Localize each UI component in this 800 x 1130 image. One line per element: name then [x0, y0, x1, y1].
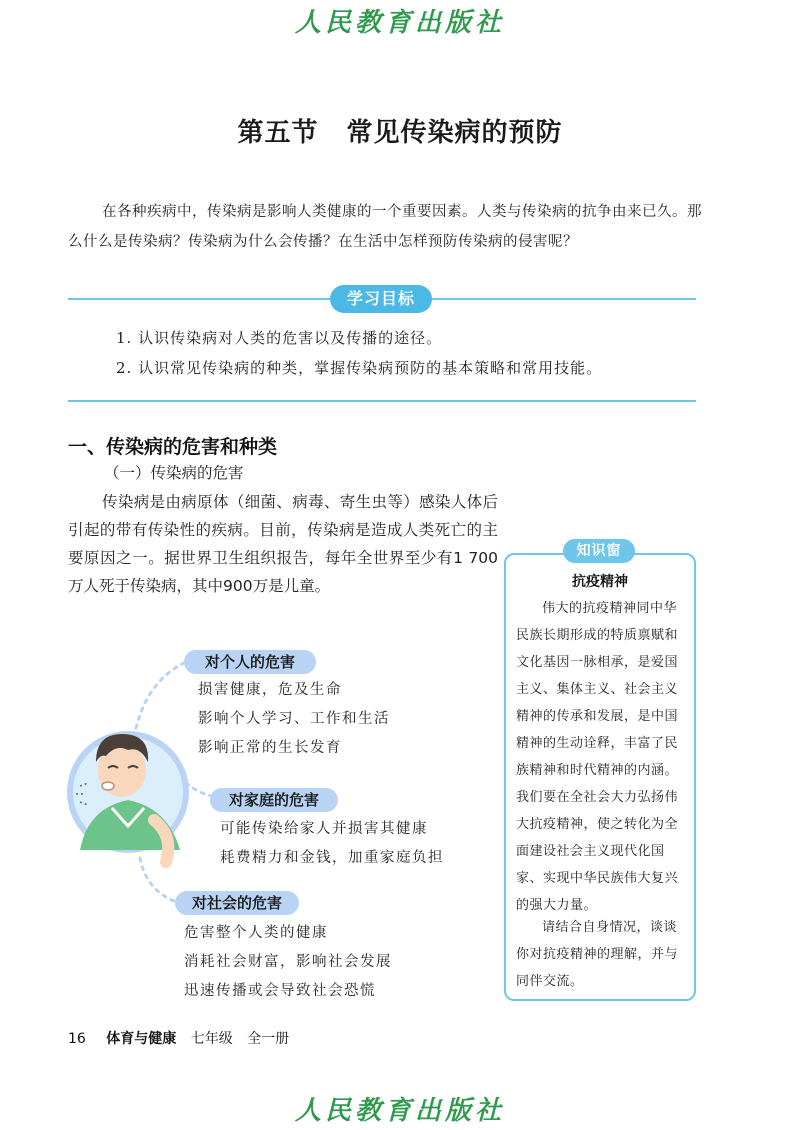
list-item: 危害整个人类的健康 — [184, 925, 328, 941]
list-item: 迅速传播或会导致社会恐慌 — [184, 983, 376, 999]
page-footer — [68, 1028, 289, 1048]
harm-individual-badge: 对个人的危害 — [184, 650, 316, 674]
learning-goals-badge: 学习目标 — [330, 285, 432, 313]
knowledge-box-prompt: 请结合自身情况，谈谈你对抗疫精神的理解，并与同伴交流。 — [516, 920, 679, 989]
goals-rule-right — [432, 298, 696, 300]
section-name: 常见传染病的预防 — [346, 118, 563, 148]
section-number: 第五节 — [237, 118, 319, 148]
grade: 七年级 — [190, 1031, 233, 1047]
list-item: 损害健康，危及生命 — [198, 682, 342, 698]
harm-society-list — [184, 919, 392, 1006]
harm-family-list — [220, 815, 444, 873]
learning-goal-item: 1. 认识传染病对人类的危害以及传播的途径。 — [116, 329, 443, 347]
body-paragraph: 传染病是由病原体（细菌、病毒、寄生虫等）感染人体后引起的带有传染性的疾病。目前，传染病是造成人类死亡的主要原因之一。据世界卫生组织报告，每年全世界至少有1 700万人死于传染病，其中900万是儿童。 — [68, 493, 498, 595]
list-item: 可能传染给家人并损害其健康 — [220, 821, 428, 837]
heading-1: 一、传染病的危害和种类 — [68, 436, 278, 458]
book-title: 体育与健康 — [106, 1031, 177, 1047]
page-number: 16 — [68, 1031, 86, 1047]
harm-individual-list — [198, 676, 390, 763]
goals-rule-left — [68, 298, 330, 300]
list-item: 影响正常的生长发育 — [198, 740, 342, 756]
knowledge-box-title: 抗疫精神 — [572, 574, 628, 590]
list-item: 消耗社会财富，影响社会发展 — [184, 954, 392, 970]
harm-society-badge: 对社会的危害 — [175, 891, 299, 915]
knowledge-box-paragraph: 伟大的抗疫精神同中华民族长期形成的特质禀赋和文化基因一脉相承，是爱国主义、集体主义、社会主义精神的传承和发展，是中国精神的生动诠释，丰富了民族精神和时代精神的内涵。我们要在全社会大力弘扬伟大抗疫精神，使之转化为全面建设社会主义现代化国家、实现中华民族伟大复兴的强大力量。 — [516, 601, 679, 913]
knowledge-box-tag: 知识窗 — [563, 539, 635, 563]
list-item: 影响个人学习、工作和生活 — [198, 711, 390, 727]
intro-paragraph: 在各种疾病中，传染病是影响人类健康的一个重要因素。人类与传染病的抗争由来已久。那么什么是传染病？传染病为什么会传播？在生活中怎样预防传染病的侵害呢？ — [68, 204, 702, 250]
list-item: 耗费精力和金钱，加重家庭负担 — [220, 850, 444, 866]
publisher-watermark-top: 人民教育出版社 — [294, 8, 505, 38]
goals-rule-bottom — [68, 400, 696, 402]
learning-goal-item: 2. 认识常见传染病的种类，掌握传染病预防的基本策略和常用技能。 — [116, 359, 603, 377]
section-title — [0, 112, 800, 149]
publisher-watermark-bottom: 人民教育出版社 — [294, 1096, 505, 1126]
heading-2: （一）传染病的危害 — [104, 464, 244, 482]
volume: 全一册 — [247, 1031, 290, 1047]
boy-coughing-illustration — [36, 640, 216, 910]
harm-family-badge: 对家庭的危害 — [210, 788, 338, 812]
